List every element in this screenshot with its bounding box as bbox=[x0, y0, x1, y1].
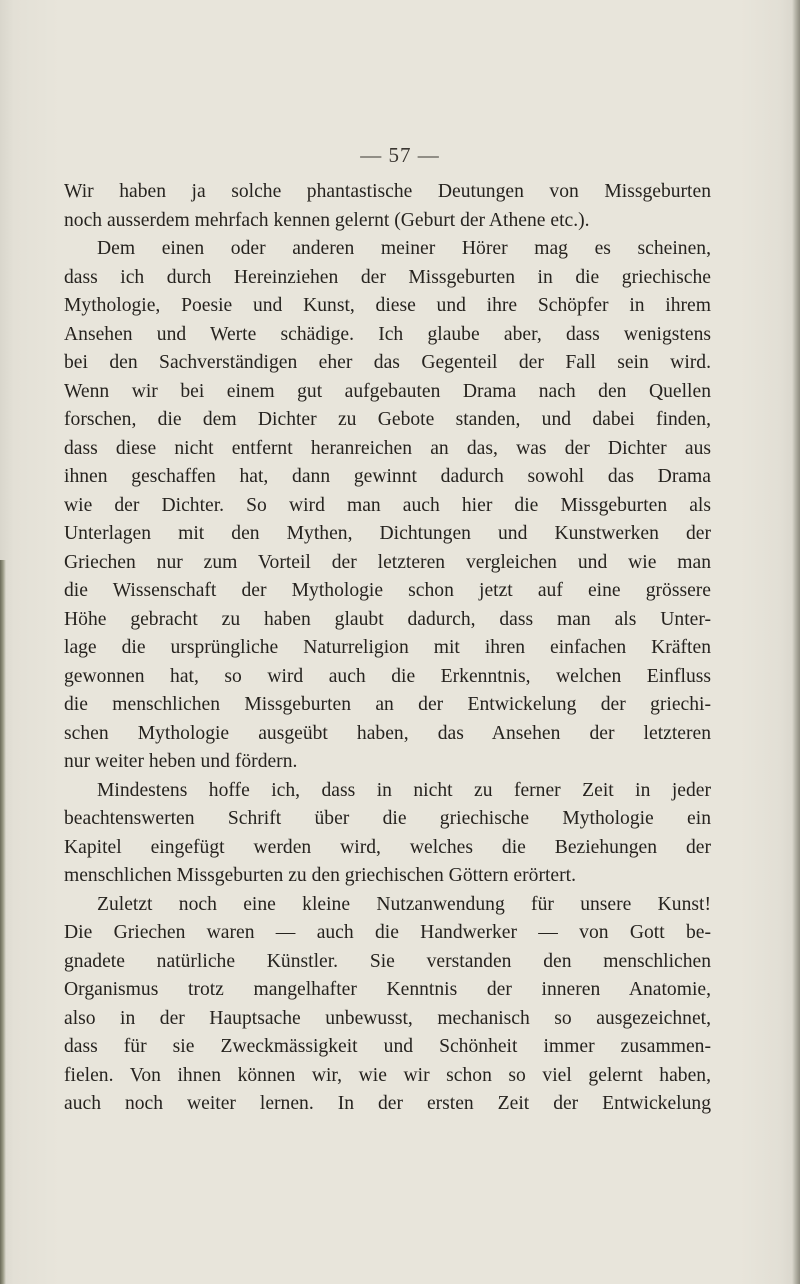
text-line: die Wissenschaft der Mythologie schon jetzt auf eine grössere bbox=[64, 580, 711, 601]
text-line: Zuletzt noch eine kleine Nutzanwendung für unsere Kunst! bbox=[97, 893, 711, 915]
text-line: also in der Hauptsache unbewusst, mechanisch so ausgezeichnet, bbox=[64, 1007, 711, 1029]
text-line: nur weiter heben und fördern. bbox=[64, 751, 298, 772]
text-line: Ansehen und Werte schädige. Ich glaube aber, dass wenigstens bbox=[64, 323, 711, 345]
body-text bbox=[64, 178, 711, 1119]
text-line: gewonnen hat, so wird auch die Erkenntnis, welchen Einfluss bbox=[64, 665, 711, 687]
text-line: menschlichen Missgeburten zu den griechischen Göttern erörtert. bbox=[64, 865, 576, 886]
text-line: Organismus trotz mangelhafter Kenntnis der inneren Anatomie, bbox=[64, 979, 711, 1000]
text-line: lage die ursprüngliche Naturreligion mit ihren einfachen Kräften bbox=[64, 637, 711, 658]
text-line: fielen. Von ihnen können wir, wie wir schon so viel gelernt haben, bbox=[64, 1064, 711, 1086]
text-line: Wenn wir bei einem gut aufgebauten Drama nach den Quellen bbox=[64, 380, 711, 402]
text-line: noch ausserdem mehrfach kennen gelernt (Geburt der Athene etc.). bbox=[64, 209, 590, 231]
text-line: ihnen geschaffen hat, dann gewinnt dadurch sowohl das Drama bbox=[64, 466, 711, 487]
text-line: Mythologie, Poesie und Kunst, diese und ihre Schöpfer in ihrem bbox=[64, 295, 711, 316]
text-line: forschen, die dem Dichter zu Gebote standen, und dabei finden, bbox=[64, 409, 711, 430]
text-line: dass diese nicht entfernt heranreichen an das, was der Dichter aus bbox=[64, 437, 711, 459]
text-line: Mindestens hoffe ich, dass in nicht zu ferner Zeit in jeder bbox=[97, 779, 711, 801]
text-line: beachtenswerten Schrift über die griechische Mythologie ein bbox=[64, 808, 711, 829]
text-line: wie der Dichter. So wird man auch hier die Missgeburten als bbox=[64, 494, 711, 516]
text-line: schen Mythologie ausgeübt haben, das Ansehen der letzteren bbox=[64, 722, 711, 744]
page-number: — 57 — bbox=[360, 143, 440, 167]
text-line: Wir haben ja solche phantastische Deutungen von Missgeburten bbox=[64, 181, 711, 202]
text-line: Kapitel eingefügt werden wird, welches die Beziehungen der bbox=[64, 836, 711, 858]
text-line: die menschlichen Missgeburten an der Entwickelung der griechi- bbox=[64, 694, 711, 715]
text-line: Höhe gebracht zu haben glaubt dadurch, dass man als Unter- bbox=[64, 608, 711, 630]
text-line: bei den Sachverständigen eher das Gegenteil der Fall sein wird. bbox=[64, 352, 711, 373]
text-line: gnadete natürliche Künstler. Sie verstanden den menschlichen bbox=[64, 950, 711, 972]
page-binding-edge bbox=[0, 560, 6, 1284]
text-line: auch noch weiter lernen. In der ersten Zeit der Entwickelung bbox=[64, 1093, 711, 1114]
page-outer-edge bbox=[792, 0, 800, 1284]
text-line: Unterlagen mit den Mythen, Dichtungen und Kunstwerken der bbox=[64, 523, 711, 544]
text-line: dass für sie Zweckmässigkeit und Schönheit immer zusammen- bbox=[64, 1036, 711, 1057]
text-line: Die Griechen waren — auch die Handwerker — von Gott be- bbox=[64, 922, 711, 943]
text-line: Dem einen oder anderen meiner Hörer mag es scheinen, bbox=[97, 238, 711, 259]
text-line: Griechen nur zum Vorteil der letzteren vergleichen und wie man bbox=[64, 551, 711, 573]
text-line: dass ich durch Hereinziehen der Missgeburten in die griechische bbox=[64, 266, 711, 288]
